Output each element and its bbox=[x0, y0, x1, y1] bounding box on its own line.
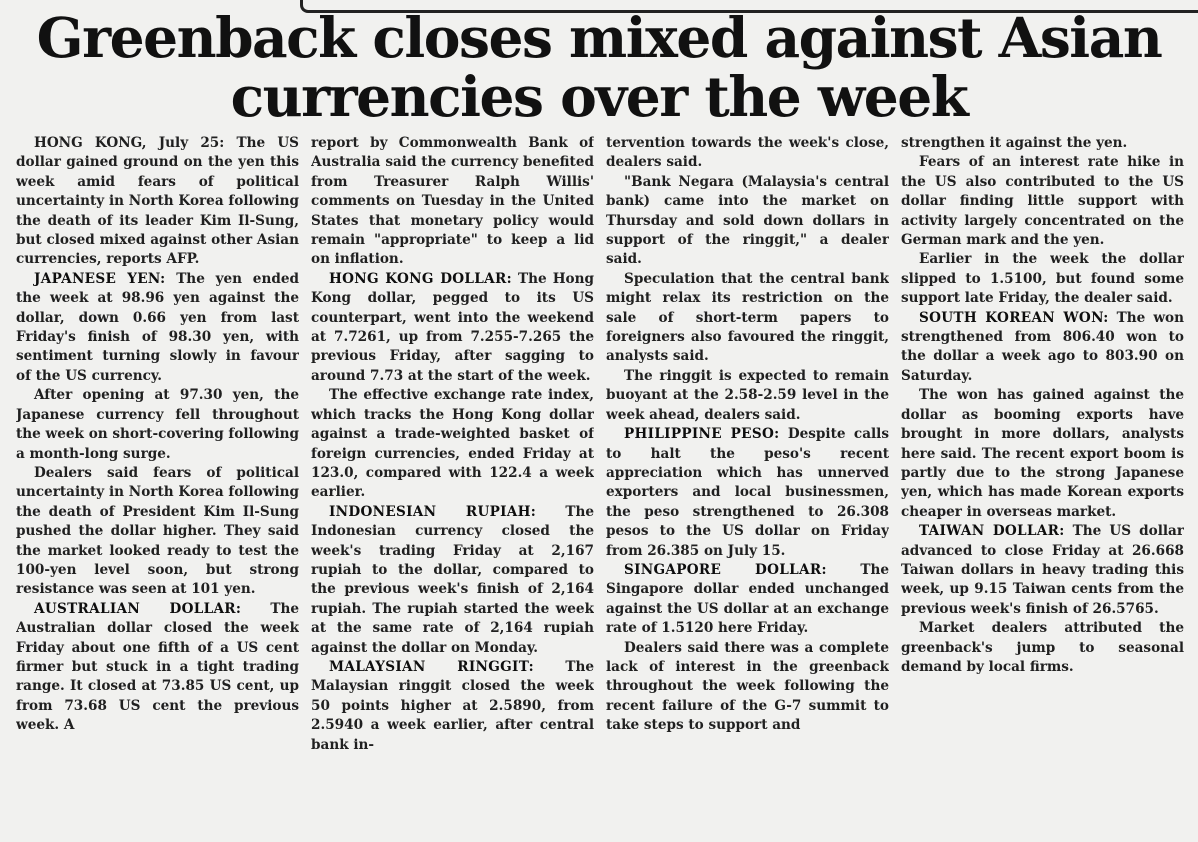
article-body bbox=[16, 134, 1194, 838]
paragraph: Dealers said fears of political uncertainty in North Korea following the death of President Kim Il-Sung pushed the dollar higher. They said the market looked ready to test the 100-yen level soon, but strong resistance was seen at 101 yen. bbox=[16, 464, 299, 598]
paragraph: After opening at 97.30 yen, the Japanese currency fell throughout the week on short-covering following a month-long surge. bbox=[16, 387, 299, 462]
paragraph-text: Despite calls to halt the peso's recent appreciation which has unnerved exporters and local businessmen, the peso strengthened to 26.308 pesos to the US dollar on Friday from 26.385 on July 15. bbox=[606, 426, 889, 559]
paragraph-text: The Singapore dollar ended unchanged against the US dollar at an exchange rate of 1.5120 here Friday. bbox=[606, 561, 889, 637]
section-subhead: JAPANESE YEN: bbox=[34, 270, 166, 287]
paragraph: The won has gained against the dollar as booming exports have brought in more dollars, analysts here said. The recent export boom is partly due to the strong Japanese yen, which has made Korean exports cheaper in overseas market. bbox=[901, 387, 1184, 520]
section-subhead: TAIWAN DOLLAR: bbox=[919, 523, 1065, 540]
paragraph: "Bank Negara (Malaysia's central bank) came into the market on Thursday and sold down dollars in support of the ringgit," a dealer said. bbox=[606, 173, 889, 268]
paragraph: The effective exchange rate index, which tracks the Hong Kong dollar against a trade-weighted basket of foreign currencies, ended Friday at 123.0, compared with 122.4 a week earlier. bbox=[311, 387, 594, 501]
paragraph bbox=[311, 270, 594, 386]
paragraph-text: The Australian dollar closed the week Friday about one fifth of a US cent firmer but stuck in a tight trading range. It closed at 73.85 US cent, up from 73.68 US cent the previous week. A bbox=[16, 600, 299, 734]
section-subhead: HONG KONG DOLLAR: bbox=[329, 270, 512, 287]
column-1 bbox=[16, 134, 299, 838]
paragraph-text: The Indonesian currency closed the week's trading Friday at 2,167 rupiah to the dollar, compared to the previous week's finish of 2,164 rupiah. The rupiah started the week at the same rate of 2,164 rupiah against the dollar on Monday. bbox=[311, 503, 594, 656]
paragraph bbox=[606, 425, 889, 561]
section-subhead: SINGAPORE DOLLAR: bbox=[624, 561, 827, 578]
paragraph bbox=[16, 600, 299, 736]
column-3 bbox=[606, 134, 889, 838]
paragraph: Dealers said there was a complete lack of interest in the greenback throughout the week following the recent failure of the G-7 summit to take steps to support and bbox=[606, 639, 889, 734]
paragraph: strengthen it against the yen. bbox=[901, 135, 1128, 151]
paragraph bbox=[606, 561, 889, 639]
headline-line-2: currencies over the week bbox=[230, 64, 968, 129]
column-2 bbox=[311, 134, 594, 838]
paragraph-text: The Hong Kong dollar, pegged to its US counterpart, went into the weekend at 7.7261, up from 7.255-7.265 the previous Friday, after sagging to around 7.73 at the start of the week. bbox=[311, 270, 594, 384]
paragraph-text: The won strengthened from 806.40 won to the dollar a week ago to 803.90 on Saturday. bbox=[901, 309, 1184, 384]
section-subhead: INDONESIAN RUPIAH: bbox=[329, 503, 537, 520]
paragraph: The ringgit is expected to remain buoyant at the 2.58-2.59 level in the week ahead, dealers said. bbox=[606, 367, 889, 423]
section-subhead: AUSTRALIAN DOLLAR: bbox=[34, 600, 242, 617]
paragraph: Earlier in the week the dollar slipped to 1.5100, but found some support late Friday, the dealer said. bbox=[901, 251, 1184, 307]
column-4 bbox=[901, 134, 1184, 838]
paragraph-text: The Malaysian ringgit closed the week 50 points higher at 2.5890, from 2.5940 a week earlier, after central bank in- bbox=[311, 658, 594, 753]
paragraph: report by Commonwealth Bank of Australia said the currency benefited from Treasurer Ralph Willis' comments on Tuesday in the United States that monetary policy would remain "appropriate" to keep a lid on inflation. bbox=[311, 135, 594, 268]
paragraph-text: The US dollar advanced to close Friday at 26.668 Taiwan dollars in heavy trading this week, up 9.15 Taiwan cents from the previous week's finish of 26.5765. bbox=[901, 523, 1184, 617]
paragraph: Speculation that the central bank might relax its restriction on the sale of short-term papers to foreigners also favoured the ringgit, analysts said. bbox=[606, 270, 889, 365]
paragraph bbox=[16, 270, 299, 386]
paragraph: Market dealers attributed the greenback's jump to seasonal demand by local firms. bbox=[901, 620, 1184, 675]
paragraph bbox=[901, 309, 1184, 387]
paragraph: HONG KONG, July 25: The US dollar gained ground on the yen this week amid fears of political uncertainty in North Korea following the death of its leader Kim Il-Sung, but closed mixed against other Asian currencies, reports AFP. bbox=[16, 135, 299, 268]
paragraph-text: The yen ended the week at 98.96 yen against the dollar, down 0.66 yen from last Friday's finish of 98.30 yen, with sentiment turning slowly in favour of the US currency. bbox=[16, 270, 299, 384]
paragraph bbox=[311, 658, 594, 755]
section-subhead: PHILIPPINE PESO: bbox=[624, 426, 780, 443]
paragraph: Fears of an interest rate hike in the US also contributed to the US dollar finding little support with activity largely concentrated on the German mark and the yen. bbox=[901, 154, 1184, 249]
paragraph bbox=[311, 503, 594, 658]
section-subhead: SOUTH KOREAN WON: bbox=[919, 309, 1109, 326]
paragraph bbox=[901, 522, 1184, 619]
section-subhead: MALAYSIAN RINGGIT: bbox=[329, 658, 534, 675]
headline-line-1: Greenback closes mixed against Asian bbox=[36, 5, 1162, 70]
headline bbox=[0, 5, 1198, 129]
paragraph: tervention towards the week's close, dealers said. bbox=[606, 135, 889, 171]
